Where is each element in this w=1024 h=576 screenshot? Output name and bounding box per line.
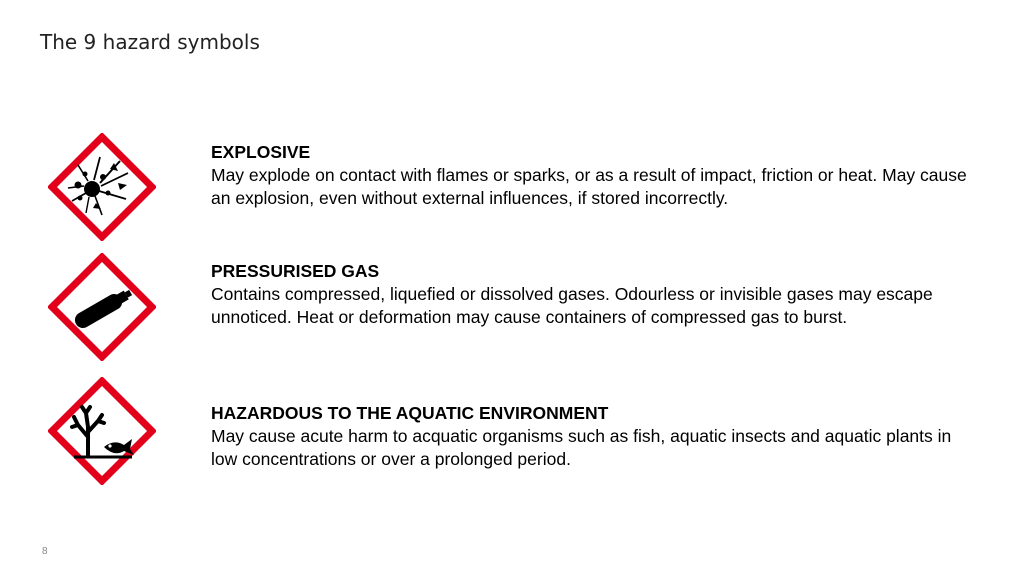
hazard-item [211, 402, 971, 471]
hazard-description: Contains compressed, liquefied or dissolved gases. Odourless or invisible gases may escape unnoticed. Heat or deformation may cause containers of compressed gas to burst. [211, 284, 933, 327]
explosive-icon [48, 133, 156, 241]
hazard-description: May cause acute harm to acquatic organisms such as fish, aquatic insects and aquatic plants in low concentrations or over a prolonged period. [211, 426, 952, 469]
slide-title: The 9 hazard symbols [40, 30, 260, 54]
page-number: 8 [42, 546, 48, 557]
aquatic-environment-icon [48, 377, 156, 485]
hazard-item [211, 260, 971, 329]
hazard-name: HAZARDOUS TO THE AQUATIC ENVIRONMENT [211, 403, 609, 423]
hazard-name: PRESSURISED GAS [211, 261, 380, 281]
gas-cylinder-icon [48, 253, 156, 361]
hazard-item [211, 141, 971, 210]
hazard-name: EXPLOSIVE [211, 142, 311, 162]
hazard-description: May explode on contact with flames or sparks, or as a result of impact, friction or heat. May cause an explosion, even without external influences, if stored incorrectly. [211, 165, 967, 208]
